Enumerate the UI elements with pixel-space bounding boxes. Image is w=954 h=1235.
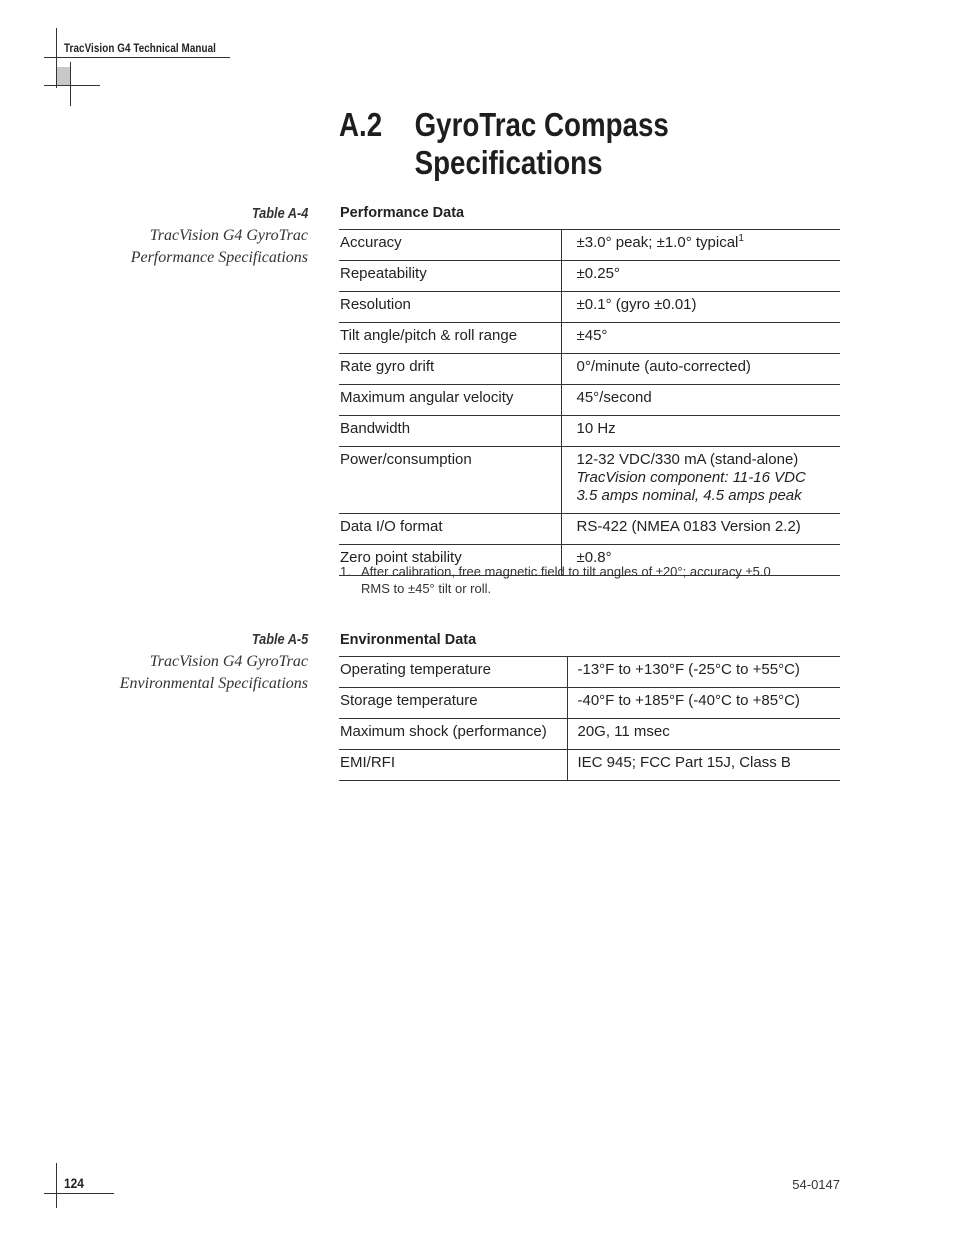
row-note-line1: TracVision component: 11-16 VDC <box>576 469 806 486</box>
crop-mark <box>44 1193 114 1194</box>
page-number: 124 <box>64 1175 84 1191</box>
table-row <box>339 514 840 545</box>
row-value: ±45° <box>561 323 840 354</box>
table-row <box>339 354 840 385</box>
row-name: Operating temperature <box>339 657 567 688</box>
table-a5-caption <box>120 629 308 695</box>
row-name: EMI/RFI <box>339 750 567 781</box>
crop-mark <box>44 57 230 58</box>
row-name: Power/consumption <box>339 447 561 514</box>
table-a4-caption <box>131 203 308 269</box>
row-name: Zero point stability <box>339 545 561 576</box>
row-name: Maximum angular velocity <box>339 385 561 416</box>
section-title <box>339 106 669 182</box>
crop-mark <box>56 1163 57 1208</box>
row-value: -13°F to +130°F (-25°C to +55°C) <box>567 657 840 688</box>
table-row <box>339 261 840 292</box>
row-value-cell <box>561 230 840 261</box>
table-row <box>339 385 840 416</box>
crop-mark <box>70 62 71 106</box>
footnote-line1: After calibration, free magnetic field to tilt angles of ±20°; accuracy ±5.0 <box>361 564 771 579</box>
table-row <box>339 292 840 323</box>
crop-mark <box>44 85 100 86</box>
section-title-line1: GyroTrac Compass <box>414 106 669 143</box>
running-head: TracVision G4 Technical Manual <box>64 41 216 55</box>
table-row <box>339 416 840 447</box>
section-number: A.2 <box>339 106 383 143</box>
table-row <box>339 657 840 688</box>
row-name: Repeatability <box>339 261 561 292</box>
table-a4-title: Performance Data <box>340 205 465 221</box>
table-a5-title: Environmental Data <box>340 632 477 648</box>
row-value: ±0.1° (gyro ±0.01) <box>561 292 840 323</box>
row-value: 10 Hz <box>561 416 840 447</box>
row-value: -40°F to +185°F (-40°C to +85°C) <box>567 688 840 719</box>
section-title-line2: Specifications <box>414 144 603 181</box>
row-value: 20G, 11 msec <box>567 719 840 750</box>
row-value: 45°/second <box>561 385 840 416</box>
row-name: Data I/O format <box>339 514 561 545</box>
row-value-cell <box>561 447 840 514</box>
footnote-ref: 1 <box>738 233 744 244</box>
table-a4-label: Table A-4 <box>251 205 308 222</box>
table-row <box>339 750 840 781</box>
row-value: 0°/minute (auto-corrected) <box>561 354 840 385</box>
row-note-line2: 3.5 amps nominal, 4.5 amps peak <box>576 487 802 504</box>
row-value: ±0.25° <box>561 261 840 292</box>
footnote-line2: RMS to ±45° tilt or roll. <box>361 581 492 596</box>
table-row <box>339 230 840 261</box>
row-value: ±0.8° <box>561 545 840 576</box>
row-name: Bandwidth <box>339 416 561 447</box>
table-a5-label: Table A-5 <box>251 631 308 648</box>
row-name: Accuracy <box>339 230 561 261</box>
table-a4-caption-line1: TracVision G4 GyroTrac <box>149 227 308 244</box>
footnote <box>340 563 830 597</box>
row-name: Rate gyro drift <box>339 354 561 385</box>
table-row <box>339 323 840 354</box>
row-name: Maximum shock (performance) <box>339 719 567 750</box>
row-value: IEC 945; FCC Part 15J, Class B <box>567 750 840 781</box>
row-value: ±3.0° peak; ±1.0° typical <box>576 234 739 251</box>
row-name: Tilt angle/pitch & roll range <box>339 323 561 354</box>
table-row <box>339 719 840 750</box>
table-a5-caption-line2: Environmental Specifications <box>119 675 308 692</box>
row-value: RS-422 (NMEA 0183 Version 2.2) <box>561 514 840 545</box>
table-row <box>339 447 840 514</box>
registration-box <box>57 67 70 85</box>
row-name: Resolution <box>339 292 561 323</box>
table-row <box>339 688 840 719</box>
document-number: 54-0147 <box>792 1177 840 1192</box>
row-name: Storage temperature <box>339 688 567 719</box>
performance-table <box>339 229 840 576</box>
table-a5-caption-line1: TracVision G4 GyroTrac <box>149 653 308 670</box>
environmental-table <box>339 656 840 781</box>
table-a4-caption-line2: Performance Specifications <box>130 249 308 266</box>
row-value: 12-32 VDC/330 mA (stand-alone) <box>576 451 799 468</box>
footnote-number: 1. <box>340 564 351 579</box>
